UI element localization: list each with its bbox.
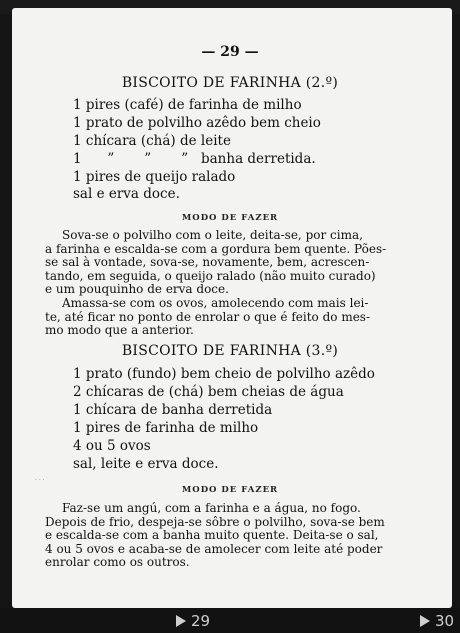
frame-number: 30: [435, 612, 455, 630]
scan-speck: · · ·: [35, 477, 45, 484]
recipe-2-ingredient: sal, leite e erva doce.: [73, 456, 219, 472]
method-line: enrolar como os outros.: [45, 555, 190, 570]
page-number: — 29 —: [201, 44, 259, 60]
frame-arrow-icon: [176, 615, 186, 627]
recipe-2-ingredient: 4 ou 5 ovos: [73, 438, 151, 454]
recipe-2-method-heading: MODO DE FAZER: [181, 485, 279, 495]
method-line: te, até ficar no ponto de enrolar o que é feito do mes-: [45, 309, 371, 324]
film-strip-bottom: [0, 608, 460, 633]
method-line: Faz-se um angú, com a farinha e a água, no fogo.: [62, 501, 361, 515]
frame-number: 29: [191, 612, 211, 630]
method-line: 4 ou 5 ovos e acaba-se de amolecer com leite até poder: [45, 541, 383, 556]
method-line: a farinha e escalda-se com a gordura bem quente. Pões-: [45, 241, 387, 256]
method-line: Depois de frio, despeja-se sôbre o polvilho, sova-se bem: [45, 514, 385, 529]
method-line: tando, em seguida, o queijo ralado (não muito curado): [45, 268, 376, 283]
recipe-1-ingredient: 1 chícara (chá) de leite: [73, 133, 231, 149]
method-line: mo modo que a anterior.: [45, 323, 194, 338]
method-line: e escalda-se com a banha muito quente. Deita-se o sal,: [45, 528, 379, 543]
frame-arrow-icon: [420, 615, 430, 627]
film-frame-number-left: [176, 612, 210, 630]
method-line: Sova-se o polvilho com o leite, deita-se, por cima,: [62, 228, 363, 242]
recipe-1-ingredient: 1 ” ” ” banha derretida.: [73, 151, 316, 167]
method-line: e um pouquinho de erva doce.: [45, 282, 229, 297]
recipe-1-ingredient: 1 pires de queijo ralado: [73, 169, 236, 185]
recipe-2-ingredient: 1 chícara de banha derretida: [73, 402, 273, 418]
recipe-1-method-heading: MODO DE FAZER: [181, 213, 279, 223]
recipe-2-title: BISCOITO DE FARINHA (3.º): [121, 343, 339, 359]
recipe-1-title: BISCOITO DE FARINHA (2.º): [121, 75, 339, 91]
method-line: se sal à vontade, sova-se, novamente, bem, acrescen-: [45, 255, 370, 270]
recipe-2-method: [45, 502, 385, 570]
method-line: Amassa-se com os ovos, amolecendo com mais lei-: [62, 295, 369, 310]
film-frame-number-right: [420, 612, 454, 630]
recipe-2-ingredient: 1 pires de farinha de milho: [73, 420, 259, 436]
recipe-1-method: [45, 229, 385, 338]
recipe-1-ingredient: 1 pires (café) de farinha de milho: [73, 97, 302, 113]
recipe-2-ingredient: 2 chícaras de (chá) bem cheias de água: [73, 384, 344, 400]
recipe-2-ingredient: 1 prato (fundo) bem cheio de polvilho azêdo: [73, 366, 375, 382]
recipe-1-ingredient: sal e erva doce.: [73, 186, 180, 202]
recipe-1-ingredient: 1 prato de polvilho azêdo bem cheio: [73, 115, 321, 131]
